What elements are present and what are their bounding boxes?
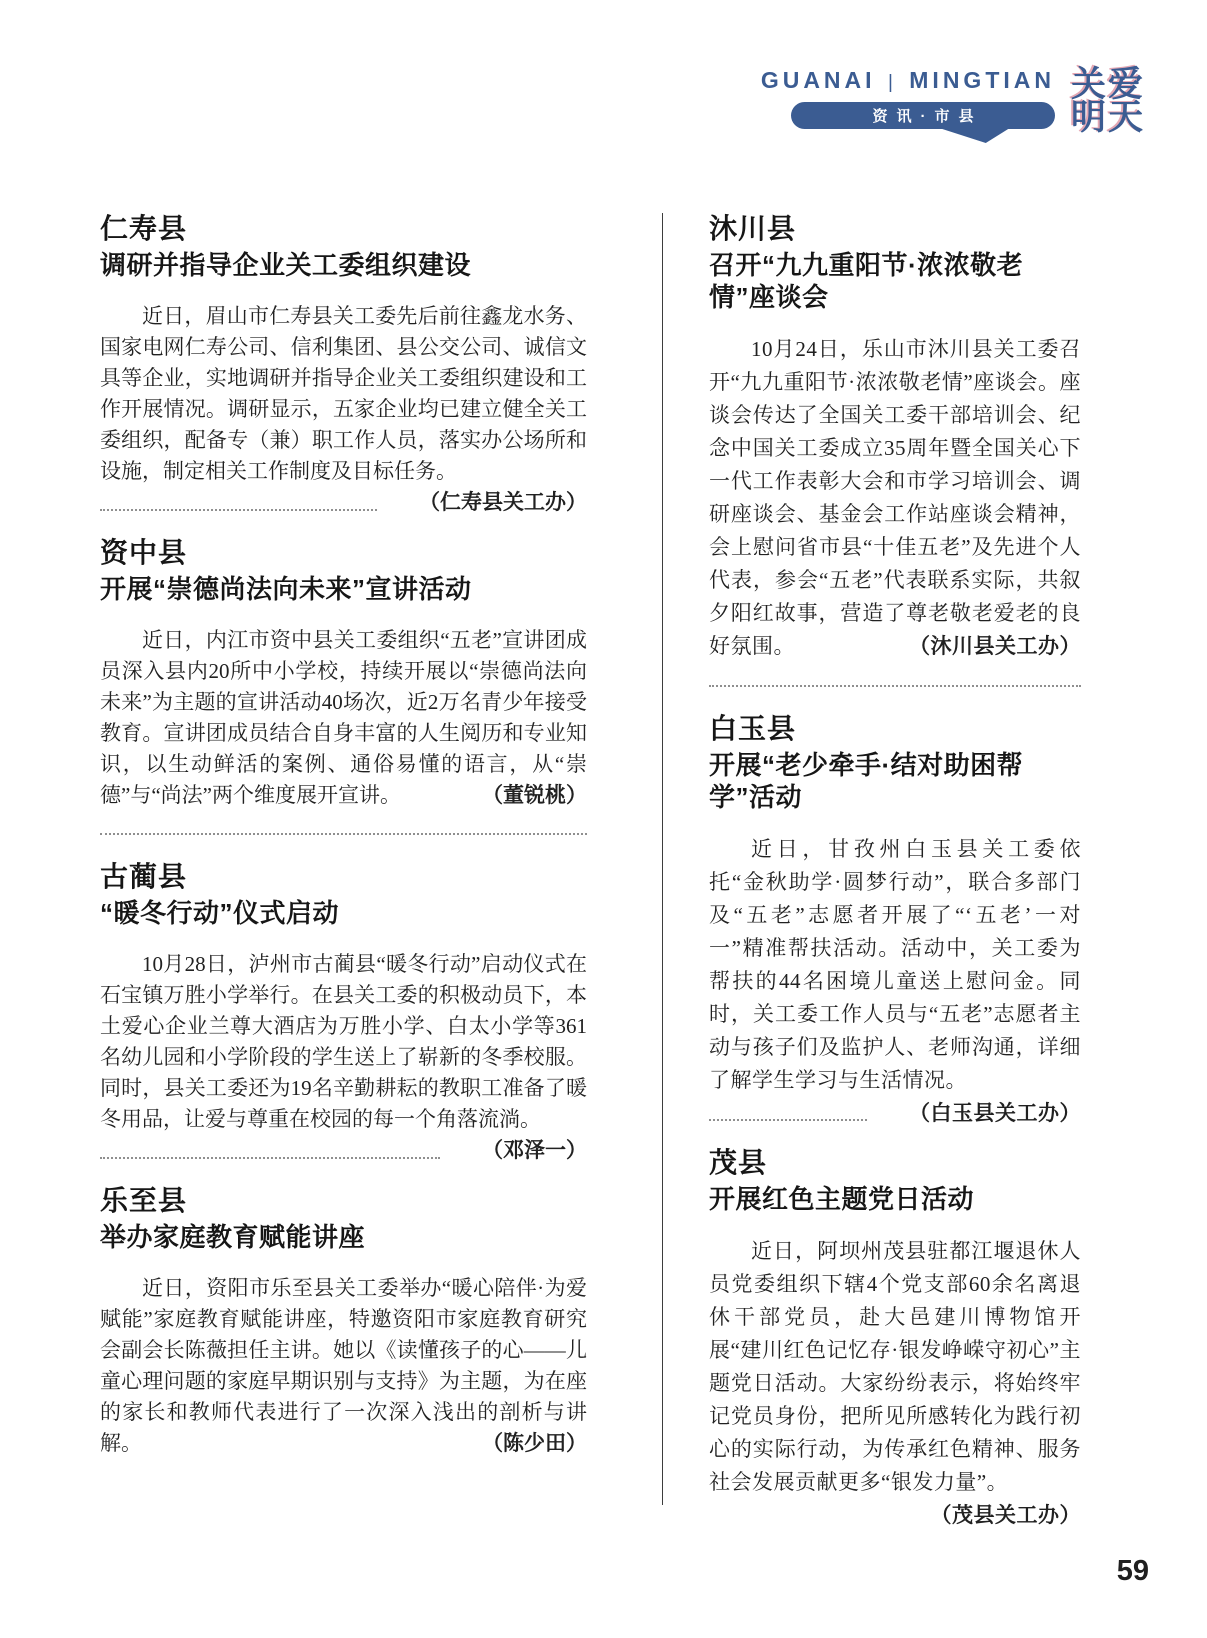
body-text: 近日，内江市资中县关工委组织“五老”宣讲团成员深入县内20所中小学校，持续开展以“崇德尚法向未来”为主题的宣讲活动40场次，近2万名青少年接受教育。宣讲团成员结合自身丰富的人生阅历和专业知识，以生动鲜活的案例、通俗易懂的语言，从“崇德”与“尚法”两个维度展开宣讲。 bbox=[100, 628, 587, 807]
article-byline: （董锐桃） bbox=[482, 784, 587, 807]
brand-left: GUANAI bbox=[760, 67, 876, 93]
article-title: 开展红色主题党日活动 bbox=[709, 1184, 975, 1214]
body-text: 近日，阿坝州茂县驻都江堰退休人员党委组织下辖4个党支部60余名离退休干部党员，赴大邑建川博物馆开展“建川红色记忆存·银发峥嵘守初心”主题党日活动。大家纷纷表示，将始终牢记党员身份，把所见所感转化为践行初心的实际行动，为传承红色精神、服务社会发展贡献更多“银发力量”。 bbox=[709, 1239, 1081, 1494]
county-name: 仁寿县 bbox=[100, 213, 188, 244]
section-pill bbox=[791, 102, 1055, 129]
article-byline: （沐川县关工办） bbox=[909, 635, 1081, 658]
article-muchuan bbox=[709, 213, 1081, 663]
article-zizhong bbox=[100, 537, 587, 811]
article-byline: （茂县关工办） bbox=[930, 1504, 1081, 1527]
article-body bbox=[100, 949, 587, 1162]
article-body bbox=[100, 1273, 587, 1459]
article-body bbox=[100, 301, 587, 514]
article-gulin bbox=[100, 861, 587, 1162]
body-text: 10月24日，乐山市沐川县关工委召开“九九重阳节·浓浓敬老情”座谈会。座谈会传达了全国关工委干部培训会、纪念中国关工委成立35周年暨全国关心下一代工作表彰大会和市学习培训会、调研座谈会、基金会工作站座谈会精神，会上慰问省市县“十佳五老”及先进个人代表，参会“五老”代表联系实际，共叙夕阳红故事，营造了尊老敬老爱老的良好氛围。 bbox=[709, 337, 1081, 658]
article-title: 举办家庭教育赋能讲座 bbox=[100, 1222, 366, 1252]
article-title: 开展“崇德尚法向未来”宣讲活动 bbox=[100, 574, 472, 604]
masthead bbox=[761, 68, 1055, 129]
article-byline: （邓泽一） bbox=[482, 1139, 587, 1162]
dotted-separator bbox=[100, 1157, 440, 1159]
article-maoxian bbox=[709, 1147, 1081, 1527]
article-body bbox=[100, 625, 587, 811]
right-column bbox=[709, 213, 1081, 1527]
body-text: 近日，眉山市仁寿县关工委先后前往鑫龙水务、国家电网仁寿公司、信利集团、县公交公司、诚信文具等企业，实地调研并指导企业关工委组织建设和工作开展情况。调研显示，五家企业均已建立健全关工委组织，配备专（兼）职工作人员，落实办公场所和设施，制定相关工作制度及目标任务。 bbox=[100, 304, 587, 483]
article-body bbox=[709, 1235, 1081, 1527]
brand-logo bbox=[1070, 65, 1145, 137]
article-renshou bbox=[100, 213, 587, 514]
column-divider bbox=[662, 213, 663, 1505]
logo-line-1: 关爱 bbox=[1070, 65, 1145, 104]
county-name: 乐至县 bbox=[100, 1185, 188, 1216]
article-byline: （陈少田） bbox=[482, 1432, 587, 1455]
left-column bbox=[100, 213, 587, 1505]
article-body bbox=[709, 833, 1081, 1125]
article-body bbox=[709, 333, 1081, 663]
body-text: 近日，甘孜州白玉县关工委依托“金秋助学·圆梦行动”，联合多部门及“五老”志愿者开展了“‘五老’一对一”精准帮扶活动。活动中，关工委为帮扶的44名困境儿童送上慰问金。同时，关工委工作人员与“五老”志愿者主动与孩子们及监护人、老师沟通，详细了解学生学习与生活情况。 bbox=[709, 837, 1081, 1092]
article-lezhi bbox=[100, 1185, 587, 1459]
county-name: 白玉县 bbox=[709, 713, 797, 744]
logo-line-2: 明天 bbox=[1070, 98, 1145, 137]
article-title: “暖冬行动”仪式启动 bbox=[100, 898, 340, 928]
dotted-separator bbox=[100, 833, 587, 835]
article-baiyu bbox=[709, 713, 1081, 1125]
county-name: 茂县 bbox=[709, 1147, 768, 1178]
article-byline: （白玉县关工办） bbox=[909, 1102, 1081, 1125]
section-label: 资讯·市县 bbox=[872, 108, 983, 125]
page-header bbox=[760, 65, 1145, 137]
article-title: 召开“九九重阳节·浓浓敬老情”座谈会 bbox=[709, 250, 1024, 312]
speech-bubble-tail-icon bbox=[933, 126, 1013, 143]
county-name: 沐川县 bbox=[709, 213, 797, 244]
county-name: 古蔺县 bbox=[100, 861, 188, 892]
page-number: 59 bbox=[1116, 1555, 1149, 1587]
county-name: 资中县 bbox=[100, 537, 188, 568]
brand-divider: | bbox=[887, 72, 897, 93]
dotted-separator bbox=[100, 509, 377, 511]
dotted-separator bbox=[709, 1119, 867, 1121]
article-title: 调研并指导企业关工委组织建设 bbox=[100, 250, 472, 280]
content-area bbox=[100, 213, 1081, 1527]
article-title: 开展“老少牵手·结对助困帮学”活动 bbox=[709, 750, 1024, 812]
masthead-text bbox=[761, 68, 1055, 95]
body-text: 10月28日，泸州市古蔺县“暖冬行动”启动仪式在石宝镇万胜小学举行。在县关工委的积极动员下，本土爱心企业兰尊大酒店为万胜小学、白太小学等361名幼儿园和小学阶段的学生送上了崭新的冬季校服。同时，县关工委还为19名辛勤耕耘的教职工准备了暖冬用品，让爱与尊重在校园的每一个角落流淌。 bbox=[100, 952, 587, 1131]
body-text: 近日，资阳市乐至县关工委举办“暖心陪伴·为爱赋能”家庭教育赋能讲座，特邀资阳市家庭教育研究会副会长陈薇担任主讲。她以《读懂孩子的心——儿童心理问题的家庭早期识别与支持》为主题，为在座的家长和教师代表进行了一次深入浅出的剖析与讲解。 bbox=[100, 1276, 587, 1455]
article-byline: （仁寿县关工办） bbox=[419, 491, 587, 514]
dotted-separator bbox=[709, 685, 1081, 687]
brand-right: MINGTIAN bbox=[909, 67, 1055, 93]
